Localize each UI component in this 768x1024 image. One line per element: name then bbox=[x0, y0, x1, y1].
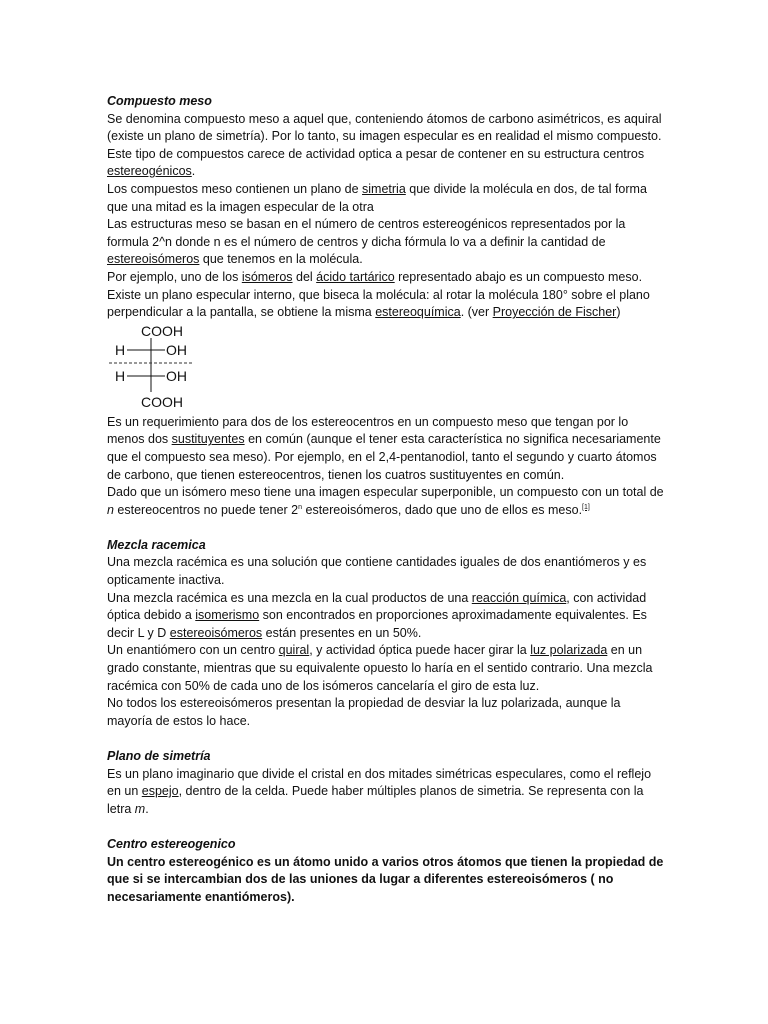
link-isomerismo[interactable]: isomerismo bbox=[195, 608, 260, 623]
paragraph-centro-definition: Un centro estereogénico es un átomo unido a varios otros átomos que tienen la propiedad de que si se intercambian dos de las uniones da lugar a diferentes estereoisómeros ( no necesariamente enantiómeros). bbox=[107, 854, 664, 904]
text: estereoisómeros, dado que uno de ellos es meso. bbox=[302, 502, 583, 517]
text: Se denomina compuesto meso a aquel que, conteniendo átomos de carbono asimétricos, es aquiral (existe un plano de simetría). Por lo tanto, su imagen especular es en realidad el mismo compuesto. bbox=[107, 111, 662, 144]
text: . bbox=[191, 164, 196, 179]
text: representado abajo es un compuesto meso. bbox=[394, 269, 643, 284]
link-proyeccion-fischer[interactable]: Proyección de Fischer bbox=[492, 305, 617, 320]
text: Los compuestos meso contienen un plano de bbox=[107, 181, 363, 196]
text: que divide la molécula en dos, de tal forma que una mitad es la imagen especular de la otra bbox=[107, 181, 647, 214]
text: Las estructuras meso se basan en el número de centros estereogénicos representados por la formula 2^n donde n es el número de centros y dicha fórmula lo va a definir la cantidad de bbox=[107, 217, 626, 249]
text: , dentro de la celda. Puede haber múltiples planos de simetria. Se representa con la letra bbox=[107, 784, 644, 816]
text: están presentes en un 50%. bbox=[262, 625, 422, 640]
text: en común (aunque el tener esta característica no significa necesariamente que el compuesto sea meso). Por ejemplo, en el 2,4-pentanodiol, tanto el segundo y cuarto átomos de carbono, que tienen estereocentros, tienen los cuatros sustituyentes en común. bbox=[107, 432, 661, 482]
link-luz-polarizada[interactable]: luz polarizada bbox=[530, 643, 608, 658]
text: son encontrados en proporciones aproximadamente equivalentes. Es decir L y D bbox=[107, 608, 647, 640]
text: , con actividad óptica debido a bbox=[107, 590, 647, 623]
link-acido-tartarico[interactable]: ácido tartárico bbox=[316, 269, 395, 284]
paragraph-meso-mirror bbox=[107, 287, 667, 322]
text: que tenemos en la molécula. bbox=[199, 252, 363, 267]
letter-m: m bbox=[134, 801, 146, 816]
heading-mezcla-racemica: Mezcla racemica bbox=[107, 537, 206, 552]
variable-n: n bbox=[107, 502, 114, 517]
fischer-top-label: COOH bbox=[141, 323, 183, 339]
paragraph-meso-activity bbox=[107, 146, 667, 181]
fischer-projection-diagram bbox=[107, 324, 217, 410]
link-isomeros[interactable]: isómeros bbox=[241, 269, 293, 284]
paragraph-racemica-note: No todos los estereoisómeros presentan la propiedad de desviar la luz polarizada, aunque la mayoría de estos lo hace. bbox=[107, 696, 621, 728]
paragraph-meso-example bbox=[107, 269, 667, 287]
link-reaccion-quimica[interactable]: reacción química bbox=[471, 590, 567, 605]
heading-plano-simetria: Plano de simetría bbox=[107, 749, 211, 763]
reference-link-1[interactable]: [1] bbox=[582, 503, 590, 511]
text: ) bbox=[616, 305, 621, 320]
text: . (ver bbox=[460, 305, 493, 320]
text: Dado que un isómero meso tiene una imagen especular superponible, un compuesto con un total de bbox=[107, 485, 664, 500]
fischer-bottom-label: COOH bbox=[141, 393, 183, 410]
fischer-row2-right: OH bbox=[166, 367, 187, 384]
link-estereogenicos[interactable]: estereogénicos bbox=[107, 164, 192, 179]
paragraph-meso-requirement bbox=[107, 414, 667, 484]
paragraph-racemica-enantiomer bbox=[107, 642, 667, 695]
link-estereoisomeros[interactable]: estereoisómeros bbox=[107, 252, 200, 267]
paragraph-racemica-definition: Una mezcla racémica es una solución que contiene cantidades iguales de dos enantiómeros y es opticamente inactiva. bbox=[107, 555, 647, 588]
text: . bbox=[145, 801, 149, 816]
link-espejo[interactable]: espejo bbox=[141, 784, 179, 799]
fischer-row1-left: H bbox=[115, 341, 126, 358]
paragraph-meso-plane bbox=[107, 181, 667, 216]
text: Existe un plano especular interno, que biseca la molécula: al rotar la molécula 180° sobre el plano perpendicular a la pantalla, se obtiene la misma bbox=[107, 287, 650, 320]
paragraph-plano-definition bbox=[107, 766, 667, 819]
text: estereocentros no puede tener 2 bbox=[113, 502, 299, 517]
spacer bbox=[107, 818, 667, 836]
spacer bbox=[107, 519, 667, 537]
text: Un enantiómero con un centro bbox=[107, 643, 279, 658]
heading-centro-estereogenico: Centro estereogenico bbox=[107, 836, 236, 851]
text: Por ejemplo, uno de los bbox=[107, 269, 242, 284]
fischer-row2-left: H bbox=[115, 367, 126, 384]
text: en un grado constante, mientras que su equivalente opuesto lo haría en el sentido contrario. Una mezcla racémica con 50% de cada uno de los isómeros cancelaría el giro de esta luz. bbox=[107, 643, 653, 693]
superscript-n: n bbox=[298, 503, 303, 511]
link-sustituyentes[interactable]: sustituyentes bbox=[171, 432, 245, 447]
spacer bbox=[107, 730, 667, 748]
text: del bbox=[292, 269, 317, 284]
paragraph-meso-stereocenters bbox=[107, 484, 667, 519]
paragraph-meso-definition bbox=[107, 111, 667, 146]
fischer-row1-right: OH bbox=[166, 341, 187, 358]
link-quiral[interactable]: quiral bbox=[278, 643, 310, 658]
text: Una mezcla racémica es una mezcla en la cual productos de una bbox=[107, 590, 472, 605]
text: Es un plano imaginario que divide el cristal en dos mitades simétricas especulares, como el reflejo en un bbox=[107, 766, 652, 799]
paragraph-racemica-mixture bbox=[107, 590, 667, 643]
paragraph-meso-formula bbox=[107, 216, 667, 269]
link-estereoquimica[interactable]: estereoquímica bbox=[375, 305, 461, 320]
link-estereoisomeros-2[interactable]: estereoisómeros bbox=[169, 625, 263, 640]
text: Es un requerimiento para dos de los estereocentros en un compuesto meso que tengan por lo menos dos bbox=[107, 414, 629, 447]
text: Este tipo de compuestos carece de actividad optica a pesar de contener en su estructura centros bbox=[107, 146, 645, 161]
text: , y actividad óptica puede hacer girar la bbox=[309, 643, 531, 658]
link-simetria[interactable]: simetria bbox=[362, 181, 406, 196]
heading-compuesto-meso: Compuesto meso bbox=[107, 94, 212, 108]
document-body bbox=[107, 93, 667, 906]
